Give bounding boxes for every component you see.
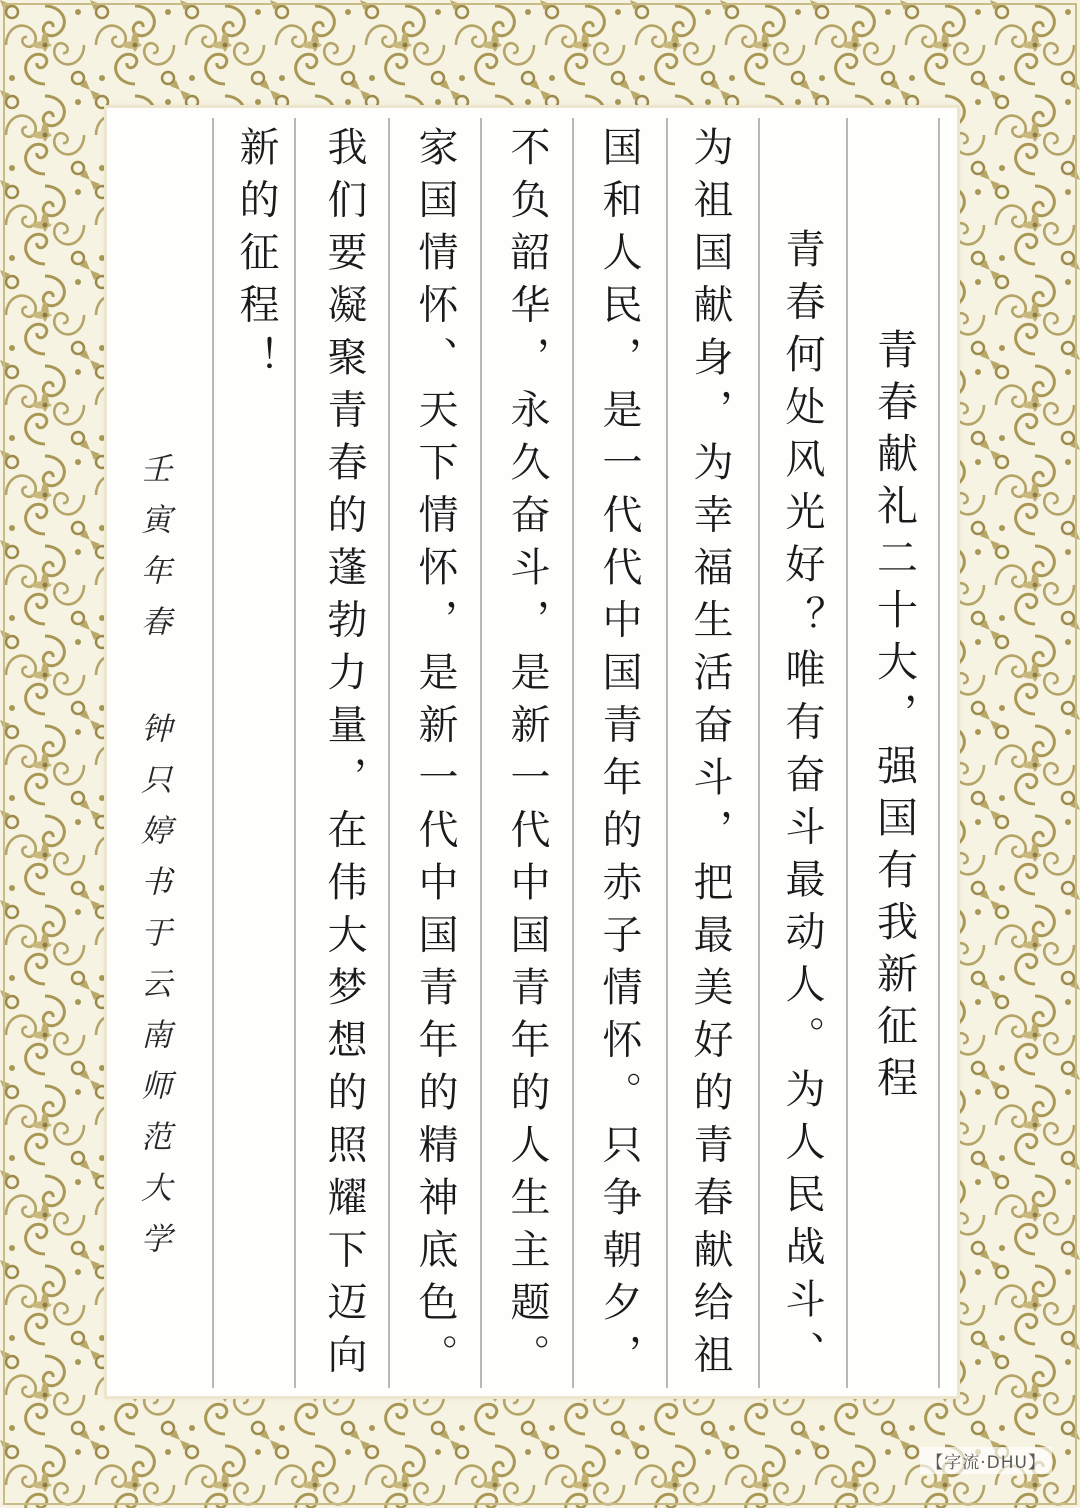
- watermark: 【字流·DHU】: [920, 1447, 1052, 1474]
- text-column-6: 我们要凝聚青春的蓬勃力量，在伟大梦想的照耀下迈向: [321, 126, 367, 1386]
- title-column: 青春献礼二十大，强国有我新征程: [870, 328, 918, 1108]
- column-rule: [938, 118, 940, 1388]
- column-rule: [388, 118, 390, 1388]
- text-column-5: 家国情怀、天下情怀，是新一代中国青年的精神底色。: [412, 126, 458, 1386]
- text-column-4: 不负韶华，永久奋斗，是新一代中国青年的人生主题。: [504, 126, 550, 1386]
- column-rule: [666, 118, 668, 1388]
- column-rule: [758, 118, 760, 1388]
- column-rule: [212, 118, 214, 1388]
- text-column-1: 青春何处风光好？唯有奋斗最动人。为人民战斗、: [779, 228, 825, 1383]
- column-rule: [294, 118, 296, 1388]
- text-column-2: 为祖国献身，为幸福生活奋斗，把最美好的青春献给祖: [687, 126, 733, 1386]
- text-column-3: 国和人民，是一代代中国青年的赤子情怀。只争朝夕，: [596, 126, 642, 1386]
- signature: 壬寅年春 钟只婷书于云南师范大学: [135, 452, 171, 1273]
- text-column-7: 新的征程！: [233, 126, 279, 389]
- column-rule: [572, 118, 574, 1388]
- column-rule: [480, 118, 482, 1388]
- column-rule: [846, 118, 848, 1388]
